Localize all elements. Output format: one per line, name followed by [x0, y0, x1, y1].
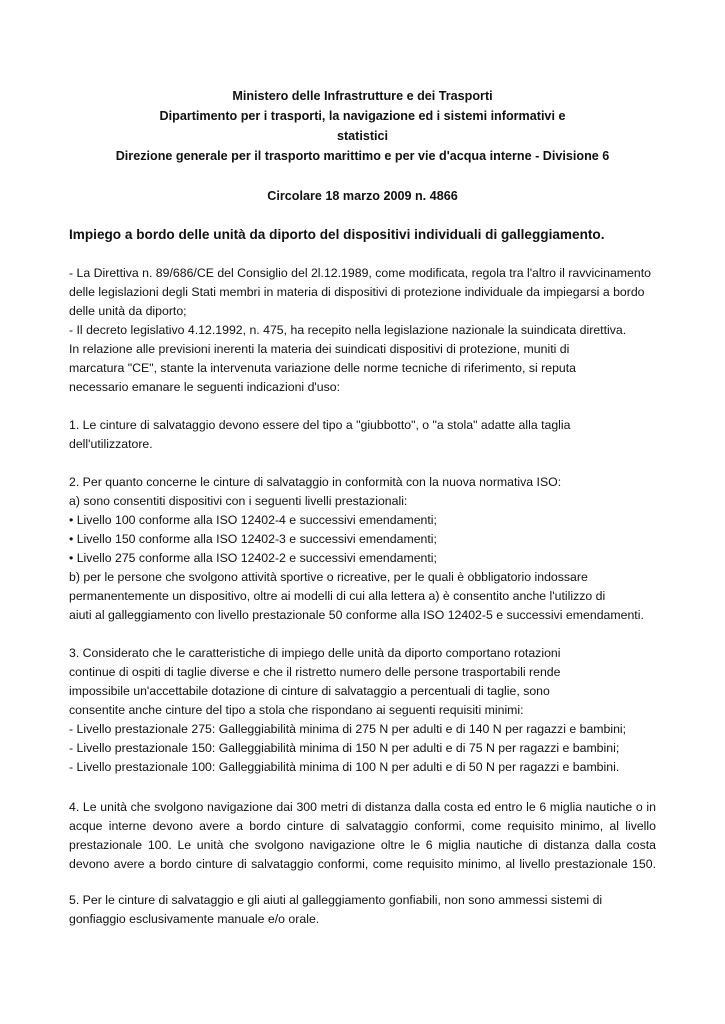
document-title: Impiego a bordo delle unità da diporto del dispositivi individuali di galleggiamento. — [69, 227, 605, 242]
intro-line: necessario emanare le seguenti indicazioni d'uso: — [69, 380, 340, 394]
intro-line: - Il decreto legislativo 4.12.1992, n. 475, ha recepito nella legislazione nazionale la suindicata direttiva. — [69, 323, 627, 337]
point1-line: dell'utilizzatore. — [69, 437, 153, 451]
point2-line: 2. Per quanto concerne le cinture di salvataggio in conformità con la nuova normativa ISO: — [69, 475, 562, 489]
point2-line: permanentemente un dispositivo, oltre ai modelli di cui alla lettera a) è consentito anche l'utilizzo di — [69, 589, 606, 603]
intro-line: In relazione alle previsioni inerenti la materia dei suindicati dispositivi di protezione, muniti di — [69, 342, 570, 356]
intro-line: - La Direttiva n. 89/686/CE del Consiglio del 2l.12.1989, come modificata, regola tra l'altro il ravvicinamento — [69, 266, 651, 280]
intro-line: delle unità da diporto; — [69, 304, 187, 318]
point4-line: 4. Le unità che svolgono navigazione dai 300 metri di distanza dalla costa ed entro le 6 miglia nautiche o in — [69, 800, 656, 814]
point4-line: acque interne devono avere a bordo cinture di salvataggio conformi, come requisito minimo, al livello — [69, 819, 656, 833]
point2-line: a) sono consentiti dispositivi con i seguenti livelli prestazionali: — [69, 494, 408, 508]
direction-heading: Direzione generale per il trasporto marittimo e per vie d'acqua interne - Divisione 6 — [115, 149, 610, 163]
point3-requirement: - Livello prestazionale 150: Galleggiabilità minima di 150 N per adulti e di 75 N per ragazzi e bambini; — [69, 741, 620, 755]
point5-line: 5. Per le cinture di salvataggio e gli aiuti al galleggiamento gonfiabili, non sono ammessi sistemi di — [69, 893, 603, 907]
department-heading-line2: statistici — [336, 129, 389, 143]
point2-line: aiuti al galleggiamento con livello prestazionale 50 conforme alla ISO 12402-5 e successivi emendamenti. — [69, 608, 644, 622]
point3-line: continue di ospiti di taglie diverse e che il ristretto numero delle persone trasportabili rende — [69, 665, 561, 679]
department-heading-line1: Dipartimento per i trasporti, la navigazione ed i sistemi informativi e — [159, 109, 566, 123]
point4-line: prestazionale 100. Le unità che svolgono navigazione oltre le 6 miglia nautiche di distanza dalla costa — [69, 838, 656, 852]
ministry-heading: Ministero delle Infrastrutture e dei Trasporti — [232, 89, 493, 103]
point2-bullet: • Livello 100 conforme alla ISO 12402-4 e successivi emendamenti; — [69, 513, 437, 527]
point3-requirement: - Livello prestazionale 275: Galleggiabilità minima di 275 N per adulti e di 140 N per ragazzi e bambini; — [69, 722, 627, 736]
point2-bullet: • Livello 150 conforme alla ISO 12402-3 e successivi emendamenti; — [69, 532, 437, 546]
point2-line: b) per le persone che svolgono attività sportive o ricreative, per le quali è obbligatorio indossare — [69, 570, 588, 584]
point2-bullet: • Livello 275 conforme alla ISO 12402-2 e successivi emendamenti; — [69, 551, 437, 565]
point1-line: 1. Le cinture di salvataggio devono essere del tipo a "giubbotto", o "a stola" adatte alla taglia — [69, 418, 571, 432]
intro-line: marcatura "CE", stante la intervenuta variazione delle norme tecniche di riferimento, si reputa — [69, 361, 577, 375]
point4-line: devono avere a bordo cinture di salvataggio conformi, come requisito minimo, al livello prestazionale 150. — [69, 857, 656, 871]
point3-requirement: - Livello prestazionale 100: Galleggiabilità minima di 100 N per adulti e di 50 N per ragazzi e bambini. — [69, 760, 620, 774]
point3-line: impossibile un'accettabile dotazione di cinture di salvataggio a percentuali di taglie, sono — [69, 684, 550, 698]
intro-line: delle legislazioni degli Stati membri in materia di dispositivi di protezione individuale da impiegarsi a bordo — [69, 285, 645, 299]
point3-line: 3. Considerato che le caratteristiche di impiego delle unità da diporto comportano rotazioni — [69, 646, 561, 660]
circular-heading: Circolare 18 marzo 2009 n. 4866 — [267, 189, 458, 203]
point5-line: gonfiaggio esclusivamente manuale e/o orale. — [69, 912, 320, 926]
point3-line: consentite anche cinture del tipo a stola che rispondano ai seguenti requisiti minimi: — [69, 703, 524, 717]
